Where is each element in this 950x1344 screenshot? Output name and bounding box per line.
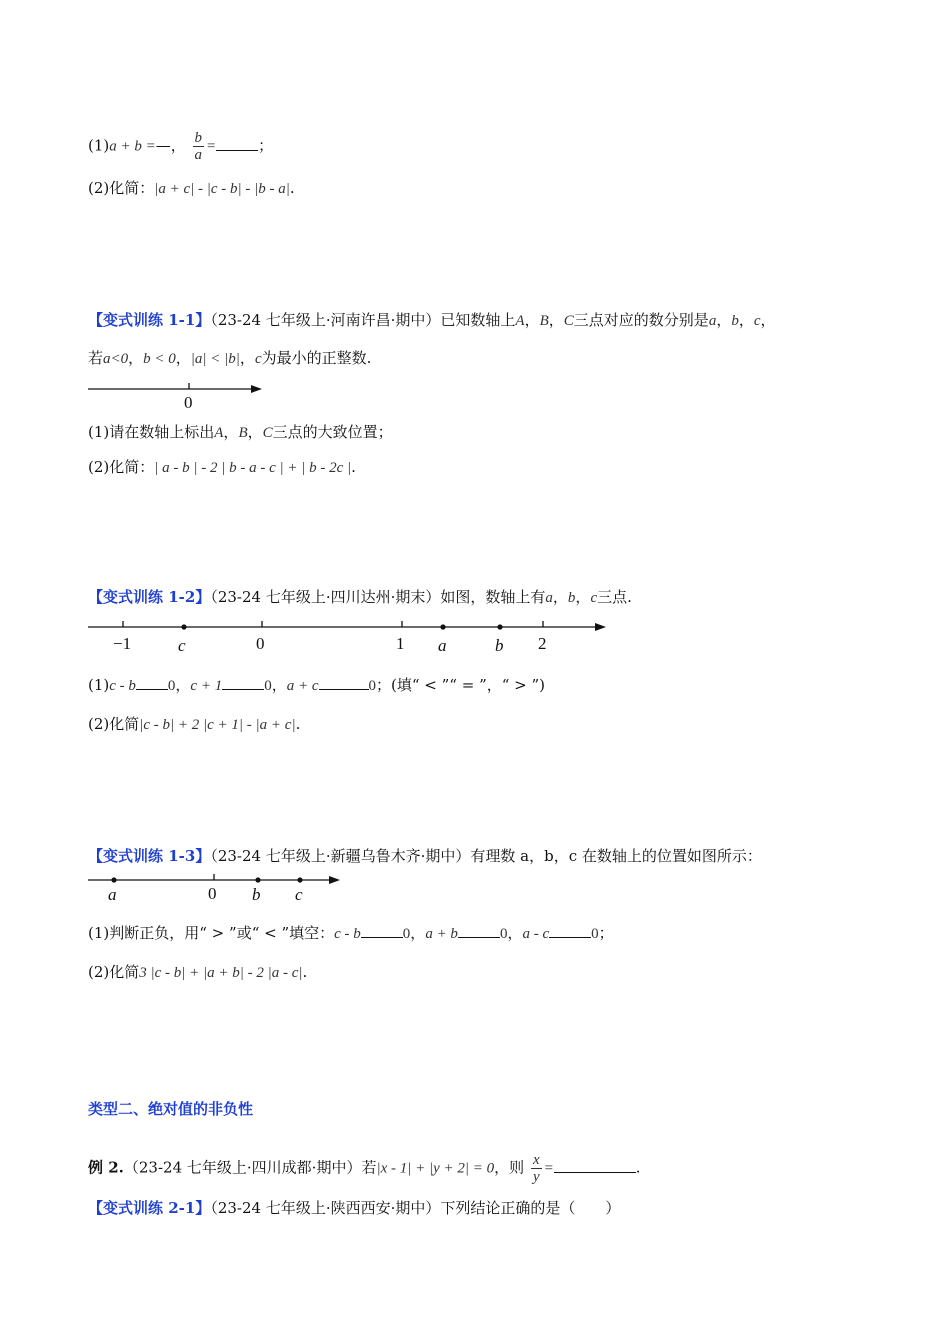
variant-tag: 【变式训练 2-1】 (88, 1199, 211, 1217)
label-two: 2 (538, 634, 547, 653)
source: （23-24 七年级上·四川成都·期中） (123, 1158, 362, 1177)
label-a: a (438, 636, 447, 655)
condition-expression: |x - 1| + |y + 2| = 0 (376, 1160, 495, 1177)
axis-arrow (251, 385, 262, 393)
answer-blank[interactable] (549, 923, 591, 938)
zero-label: 0 (184, 393, 193, 412)
answer-blank[interactable] (361, 923, 403, 938)
simplify-expression: | a - b | - 2 | b - a - c | + | b - 2c | (154, 460, 352, 476)
answer-blank[interactable] (136, 675, 168, 690)
point-a (440, 624, 445, 629)
axis-arrow (329, 876, 340, 884)
v13-part1: (1)判断正负，用“ > ”或“ < ”填空：c - b 0，a + b 0，a - c 0； (88, 924, 614, 942)
point-b (255, 877, 260, 882)
label-zero: 0 (256, 634, 265, 653)
label-c: c (295, 885, 303, 904)
source: （23-24 七年级上·新疆乌鲁木齐·期中） (210, 847, 471, 865)
fraction-b-over-a: $\frac{b}{a}$ (194, 130, 203, 163)
point-a (111, 877, 116, 882)
answer-blank[interactable] (458, 923, 500, 938)
expr-a-plus-b: a + b = (109, 138, 156, 155)
v21-header: 【变式训练 2-1】（23-24 七年级上·陕西西安·期中）下列结论正确的是（ ） (88, 1199, 621, 1217)
answer-blank[interactable] (319, 675, 369, 690)
v11-part2: (2)化简：| a - b | - 2 | b - a - c | + | b - 2c |. (88, 458, 356, 476)
answer-blank[interactable] (216, 136, 258, 151)
label-a: a (108, 885, 117, 904)
v12-part1: (1)c - b 0，c + 1 0，a + c 0；(填“ < ”“ = ”，“ > ”) (88, 676, 546, 694)
v11-conditions: 若a<0，b < 0，|a| < |b|，c为最小的正整数. (88, 349, 372, 367)
label-b: b (495, 636, 504, 655)
point-b (497, 624, 502, 629)
v11-part1: (1)请在数轴上标出A，B，C三点的大致位置； (88, 423, 393, 441)
section-title: 类型二、绝对值的非负性 (88, 1100, 254, 1118)
v13-number-line (0, 866, 360, 910)
v12-part2: (2)化简|c - b| + 2 |c + 1| - |a + c|. (88, 715, 301, 733)
fraction-x-over-y: $\frac{x}{y}$ (532, 1152, 540, 1185)
source: （23-24 七年级上·河南许昌·期中） (210, 311, 441, 329)
source: （23-24 七年级上·陕西西安·期中） (210, 1199, 441, 1217)
variant-tag: 【变式训练 1-2】 (88, 588, 211, 606)
simplify-expression: 3 |c - b| + |a + b| - 2 |a - c| (139, 965, 303, 981)
variant-tag: 【变式训练 1-3】 (88, 847, 211, 865)
simplify-expression: |a + c| - |c - b| - |b - a| (154, 181, 290, 197)
example-label: 例 2. (88, 1158, 124, 1177)
q1-part2: (2)化简：|a + c| - |c - b| - |b - a|. (88, 179, 295, 197)
example-2: 例 2.（23-24 七年级上·四川成都·期中）若|x - 1| + |y + 2| = 0，则 $\frac{x}{y}$ = . (88, 1152, 641, 1185)
source: （23-24 七年级上·四川达州·期末） (210, 588, 441, 606)
simplify-expression: |c - b| + 2 |c + 1| - |a + c| (139, 717, 296, 733)
variant-tag: 【变式训练 1-1】 (88, 311, 211, 329)
axis-arrow (595, 623, 606, 631)
v11-number-line (0, 378, 280, 412)
v13-part2: (2)化简3 |c - b| + |a + b| - 2 |a - c|. (88, 963, 308, 981)
point-c (181, 624, 186, 629)
v12-number-line (0, 612, 620, 656)
label-minus-one: −1 (113, 634, 132, 653)
answer-blank[interactable] (222, 675, 264, 690)
label-one: 1 (396, 634, 405, 653)
label-b: b (252, 885, 261, 904)
q1-part1: (1)a + b =—， $\frac{b}{a}$ = ； (88, 130, 274, 163)
point-c (297, 877, 302, 882)
answer-blank[interactable] (554, 1158, 636, 1173)
label-c: c (178, 636, 186, 655)
label-zero: 0 (208, 884, 217, 903)
v11-header: 【变式训练 1-1】（23-24 七年级上·河南许昌·期中）已知数轴上A，B，C三点对应的数分别是a，b，c， (88, 311, 776, 329)
v13-header: 【变式训练 1-3】（23-24 七年级上·新疆乌鲁木齐·期中）有理数 a，b，c 在数轴上的位置如图所示： (88, 847, 762, 865)
v12-header: 【变式训练 1-2】（23-24 七年级上·四川达州·期末）如图，数轴上有a，b，c三点. (88, 588, 632, 606)
